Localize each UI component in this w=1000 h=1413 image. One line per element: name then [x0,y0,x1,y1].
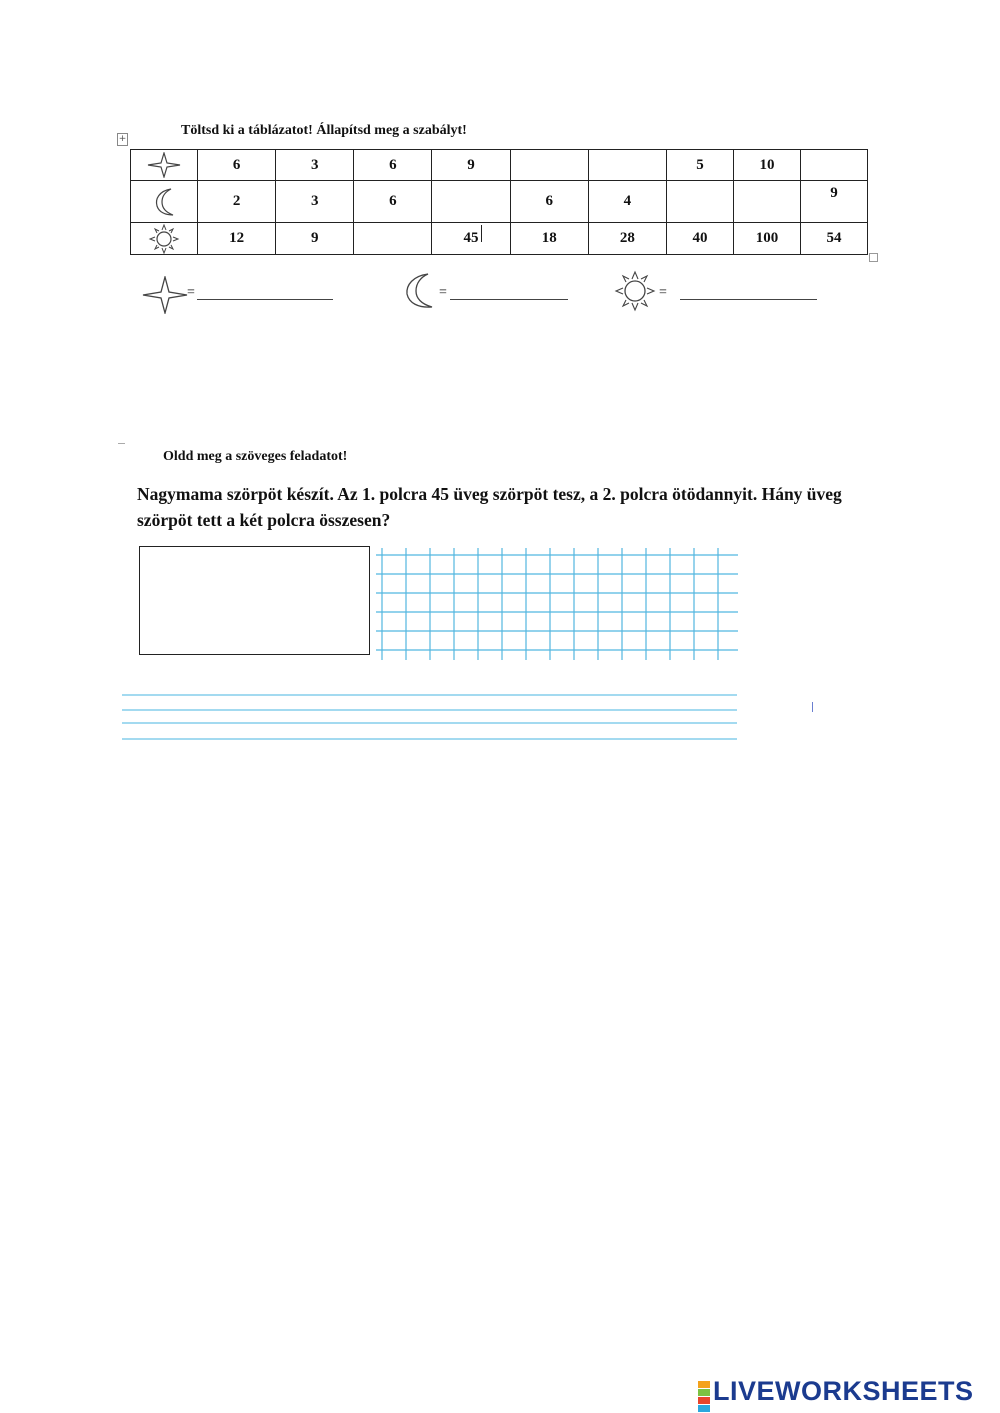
moon-symbol-cell [131,181,198,223]
table-cell[interactable]: 18 [510,223,588,255]
logo-mark-i [698,1389,710,1396]
star-symbol-cell [131,150,198,181]
table-cell[interactable]: 6 [510,181,588,223]
table-cell[interactable] [588,150,666,181]
table-cell[interactable]: 3 [276,150,354,181]
table-cell[interactable] [734,181,801,223]
table-cell[interactable] [354,223,432,255]
grid-paper[interactable] [376,548,738,660]
table-cell[interactable]: 9 [276,223,354,255]
table-cell[interactable]: 2 [198,181,276,223]
moon-rule-equals: = [439,285,447,300]
table-row-sun [131,223,868,255]
moon-icon [147,187,181,217]
table-cell[interactable]: 5 [667,150,734,181]
task2-instruction: Oldd meg a szöveges feladatot! [163,449,348,464]
star-rule-equals: = [187,285,195,300]
sun-rule-equals: = [659,285,667,300]
writing-lines[interactable] [120,690,740,744]
table-cell[interactable]: 6 [198,150,276,181]
table-cell[interactable]: 3 [276,181,354,223]
sun-icon [147,224,181,254]
text-cursor [812,702,813,712]
text-cursor [481,225,482,242]
star-icon [142,276,188,314]
star-rule-answer-line[interactable] [197,299,333,300]
sun-rule-answer-line[interactable] [680,299,817,300]
table-cell[interactable] [801,150,868,181]
calculation-answer-box[interactable] [139,546,370,655]
logo-mark-e [698,1405,710,1412]
margin-mark [118,443,125,444]
table-cell[interactable]: 10 [734,150,801,181]
task1-instruction: Töltsd ki a táblázatot! Állapítsd meg a szabályt! [181,123,467,138]
table-cell[interactable]: 45 [432,223,510,255]
table-cell[interactable]: 6 [354,181,432,223]
table-cell[interactable]: 4 [588,181,666,223]
table-cell[interactable]: 100 [734,223,801,255]
table-cell[interactable]: 9 [432,150,510,181]
logo-mark-v [698,1397,710,1404]
table-cell[interactable]: 54 [801,223,868,255]
word-problem-text: Nagymama szörpöt készít. Az 1. polcra 45 üveg szörpöt tesz, a 2. polcra ötödannyit. Hány üveg szörpöt tett a két polcra összesen? [137,484,842,530]
liveworksheets-logo: LIVEWORKSHEETS [713,1376,974,1406]
number-table [130,149,868,255]
table-cell[interactable] [667,181,734,223]
table-cell[interactable]: 12 [198,223,276,255]
table-cell[interactable]: 6 [354,150,432,181]
sun-symbol-cell [131,223,198,255]
table-cell[interactable] [432,181,510,223]
moon-rule-answer-line[interactable] [450,299,568,300]
star-icon [147,152,181,178]
table-move-handle[interactable]: + [118,134,127,144]
table-resize-handle[interactable] [869,253,878,262]
table-row-moon [131,181,868,223]
table-cell[interactable]: 9 [801,181,868,223]
table-row-star [131,150,868,181]
table-cell[interactable]: 28 [588,223,666,255]
sun-icon [613,270,657,312]
table-cell[interactable]: 40 [667,223,734,255]
moon-icon [398,272,438,310]
logo-mark-l [698,1381,710,1388]
table-cell[interactable] [510,150,588,181]
liveworksheets-logo-mark [698,1381,710,1413]
